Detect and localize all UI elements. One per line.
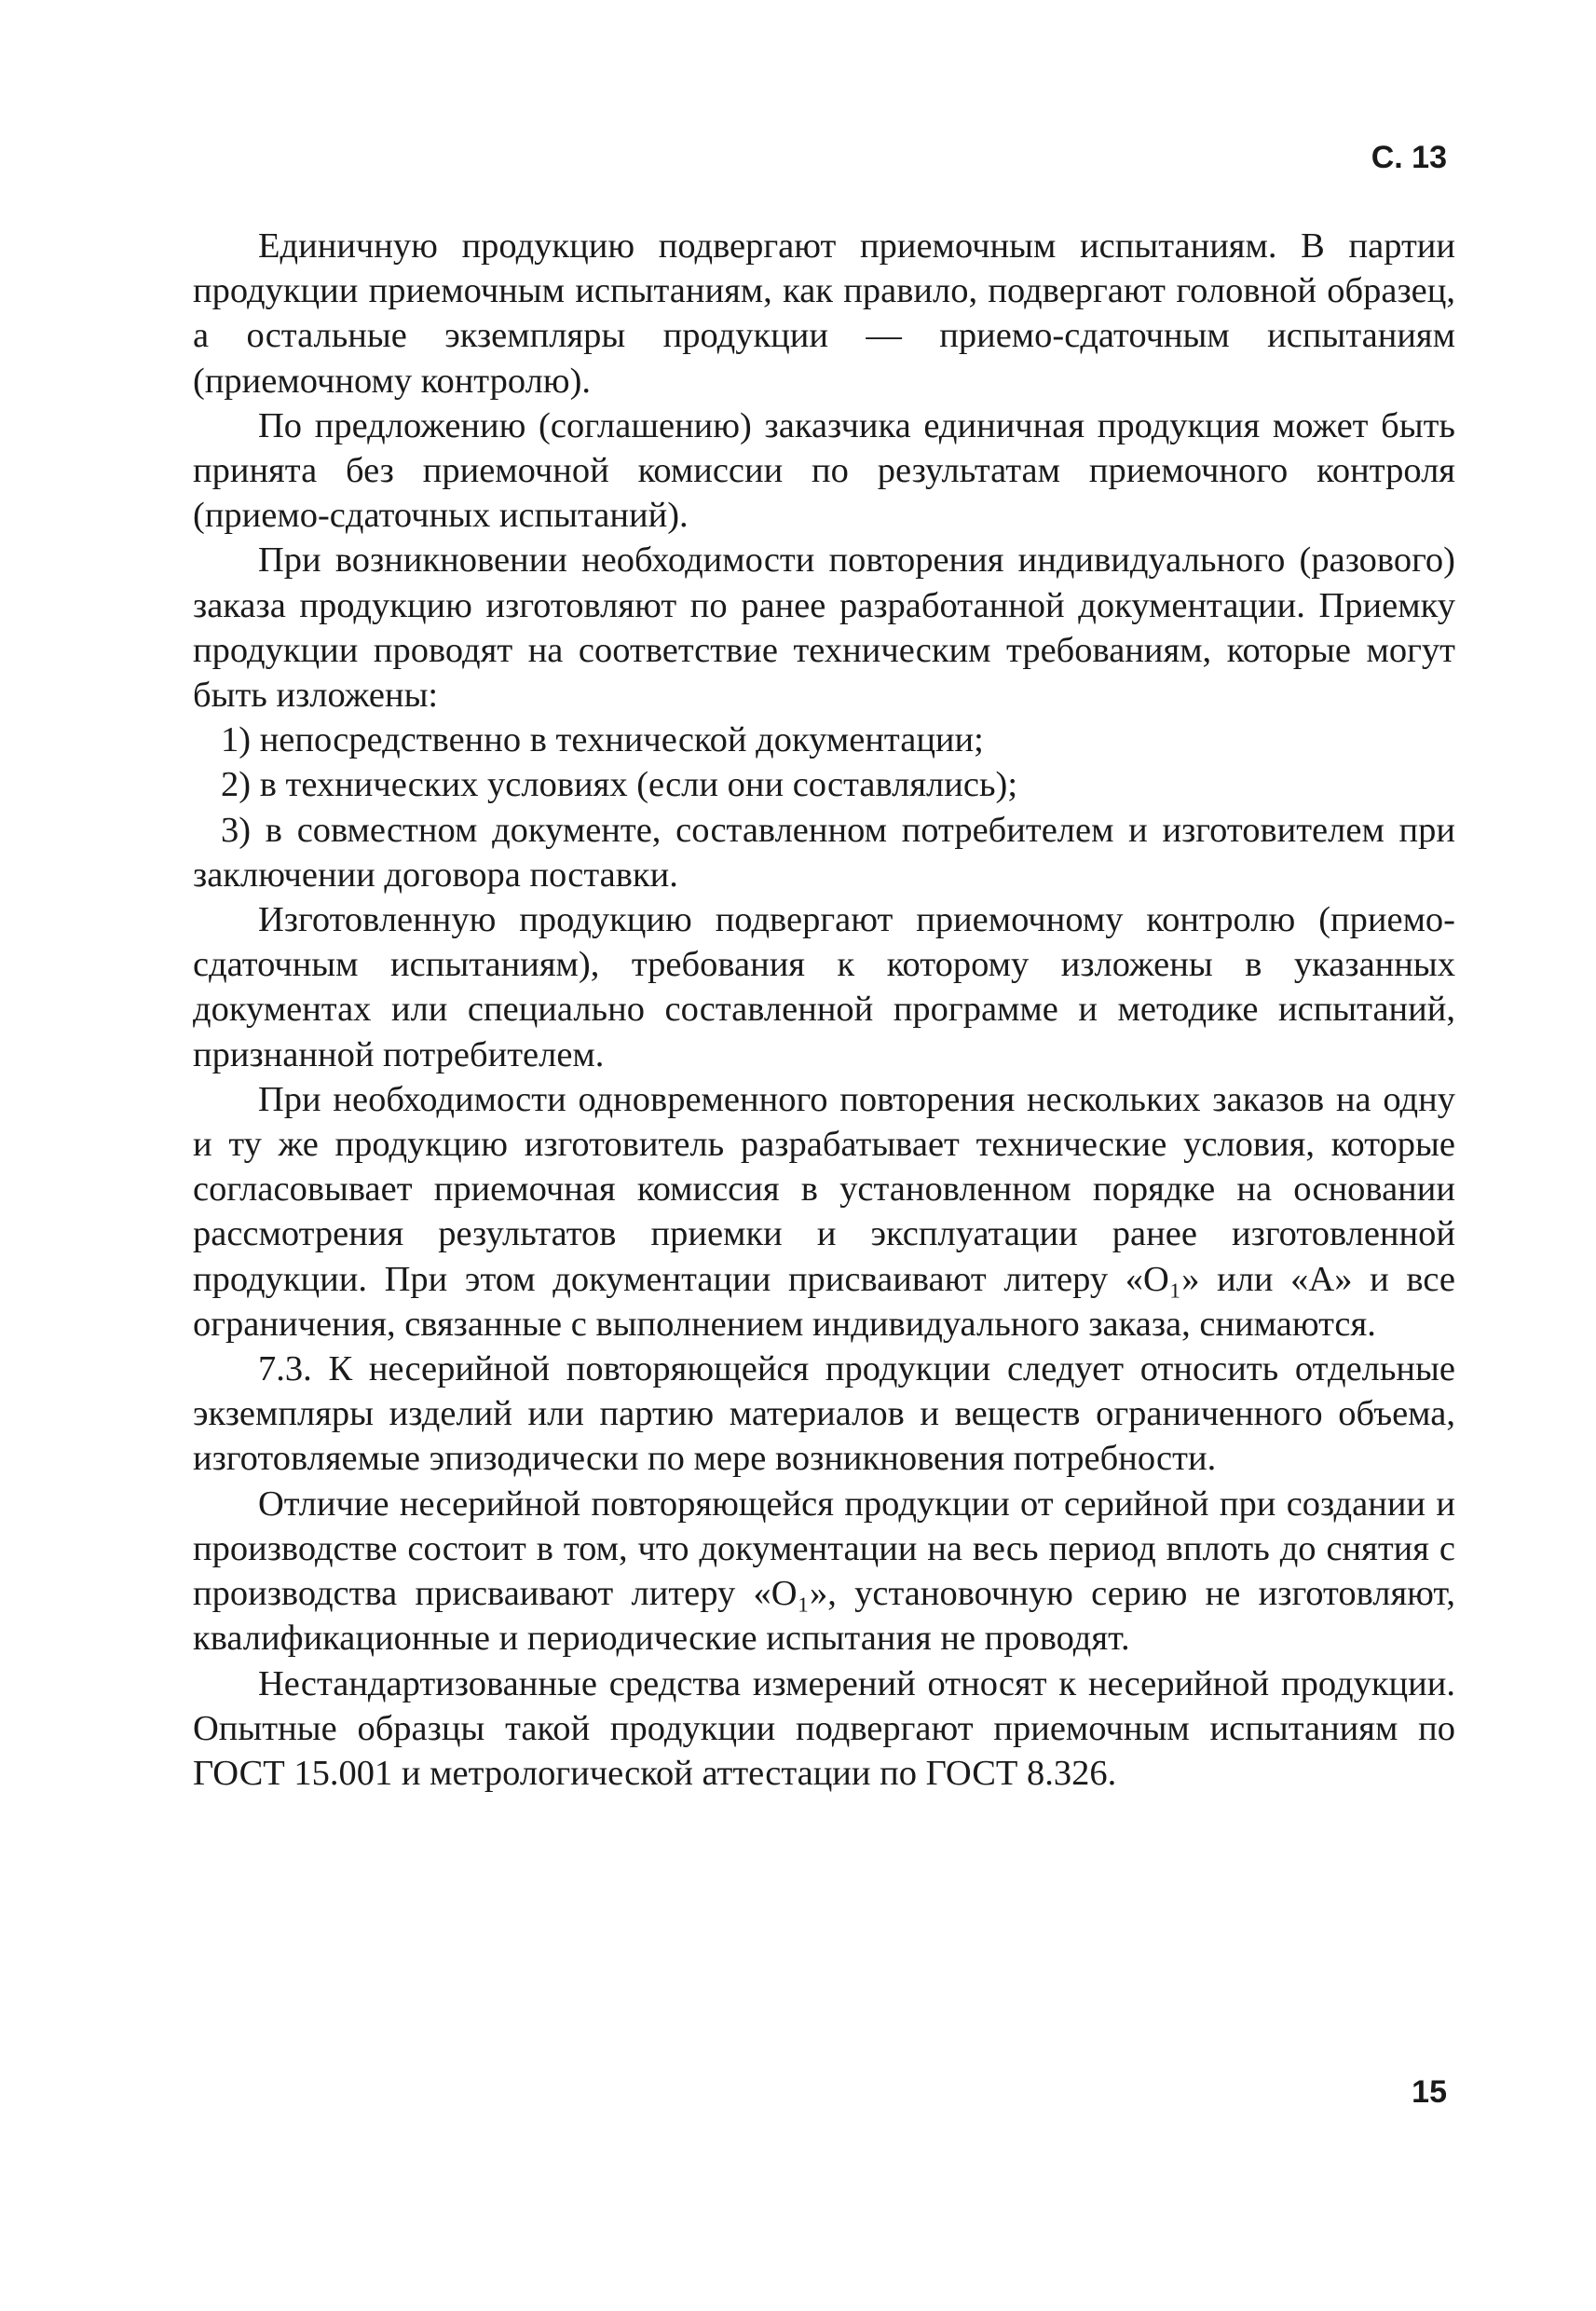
list-item: 2) в технических условиях (если они составлялись); <box>221 765 1018 805</box>
paragraph: Нестандартизованные средства измерений относят к несерийной продукции. Опытные образцы такой продукции подвергают приемочным испытаниям по ГОСТ 15.001 и метрологической аттестации по ГОСТ 8.326. <box>193 1663 1455 1793</box>
page-marker: С. 13 <box>1371 140 1447 175</box>
paragraph: При необходимости одновременного повторения нескольких заказов на одну и ту же продукцию изготовитель разрабатывает технические условия, которые согласовывает приемочная комиссия в установленном порядке на основании рассмотрения результатов приемки и эксплуатации ранее изготовленной продукции. При этом документации присваивают литеру «О₁» или «А» и все ограничения, связанные с выполнением индивидуального заказа, снимаются. <box>193 1079 1455 1344</box>
paragraph: Изготовленную продукцию подвергают приемочному контролю (приемо-сдаточным испытаниям), требования к которому изложены в указанных документах или специально составленной программе и методике испытаний, признанной потребителем. <box>193 900 1455 1074</box>
paragraph: Отличие несерийной повторяющейся продукции от серийной при создании и производстве состоит в том, что документации на весь период вплоть до снятия с производства присваивают литеру «О₁», установочную серию не изготовляют, квалификационные и периодические испытания не проводят. <box>193 1484 1455 1659</box>
list-item: 1) непосредственно в технической документации; <box>221 720 984 760</box>
list-item: 3) в совместном документе, составленном потребителем и изготовителем при заключении договора поставки. <box>193 810 1455 895</box>
paragraph: Единичную продукцию подвергают приемочным испытаниям. В партии продукции приемочным испытаниям, как правило, подвергают головной образец, а остальные экземпляры продукции — приемо-сдаточным испытаниям (приемочному контролю). <box>193 226 1455 401</box>
paragraph: 7.3. К несерийной повторяющейся продукции следует относить отдельные экземпляры изделий или партию материалов и веществ ограниченного объема, изготовляемые эпизодически по мере возникновения потребности. <box>193 1349 1455 1479</box>
paragraph: При возникновении необходимости повторения индивидуального (разового) заказа продукцию изготовляют по ранее разработанной документации. Приемку продукции проводят на соответствие техническим требованиям, которые могут быть изложены: <box>193 540 1455 716</box>
page-number: 15 <box>1412 2074 1447 2110</box>
body-text <box>193 224 1455 1796</box>
paragraph: По предложению (соглашению) заказчика единичная продукция может быть принята без приемочной комиссии по результатам приемочного контроля (приемо-сдаточных испытаний). <box>193 405 1455 536</box>
